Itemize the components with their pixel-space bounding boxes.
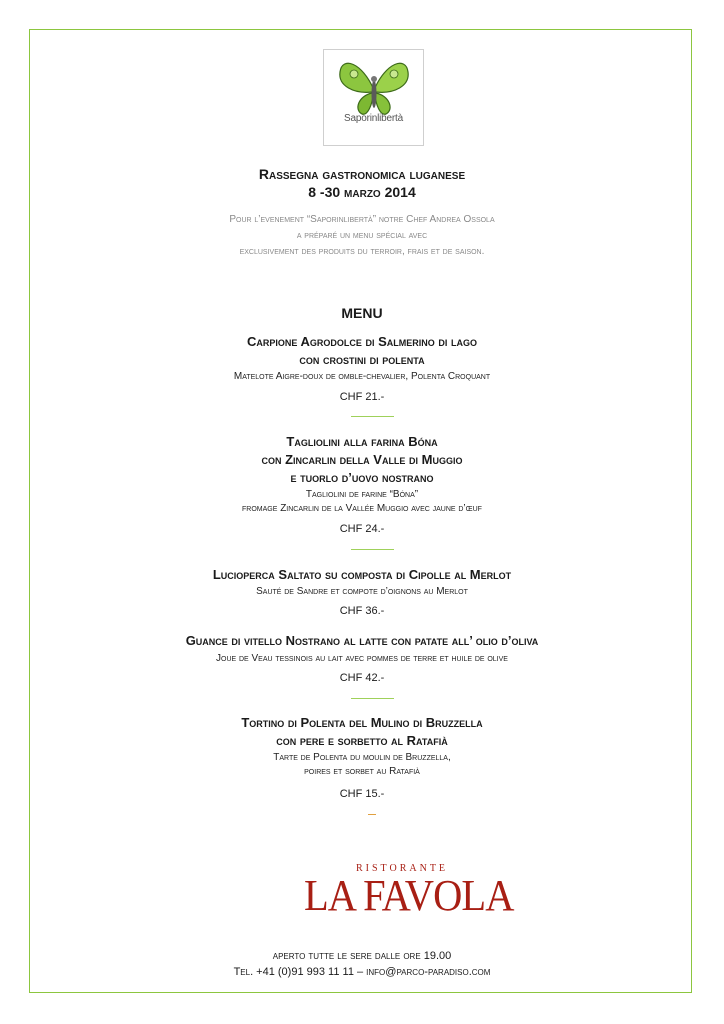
dish-price: CHF 42.-	[339, 672, 385, 684]
dish-name: con crostini di polenta	[299, 352, 425, 367]
restaurant-subtitle: RISTORANTE	[356, 863, 449, 874]
separator	[368, 814, 376, 815]
separator	[351, 416, 394, 417]
contact-line: Tel. +41 (0)91 993 11 11 – info@parco-paradiso.com	[233, 966, 491, 978]
dish-description: Joue de Veau tessinois au lait avec pommes de terre et huile de olive	[216, 653, 508, 664]
dish-name: Carpione Agrodolce di Salmerino di lago	[246, 334, 478, 349]
dish-name: Tagliolini alla farina Bóna	[286, 434, 438, 449]
intro-line: Pour l’evenement “Saporinlibertà” notre Chef Andrea Ossola	[229, 214, 495, 225]
butterfly-icon	[324, 52, 424, 122]
dish-price: CHF 21.-	[339, 391, 385, 403]
intro-line: a préparé un menu spécial avec	[296, 230, 428, 241]
dish-name: con Zincarlin della Valle di Muggio	[261, 452, 463, 467]
dish-description: poires et sorbet au Ratafià	[304, 766, 420, 777]
separator	[351, 698, 394, 699]
dish-description: fromage Zincarlin de la Vallée Muggio avec jaune d’œuf	[242, 503, 482, 514]
restaurant-name: LA FAVOLA	[304, 871, 514, 920]
dish-price: CHF 24.-	[339, 523, 385, 535]
dish-price: CHF 15.-	[339, 788, 385, 800]
event-dates: 8 -30 marzo 2014	[308, 184, 416, 200]
dish-name: con pere e sorbetto al Ratafià	[276, 733, 448, 748]
dish-name: e tuorlo d’uovo nostrano	[290, 470, 434, 485]
dish-description: Tarte de Polenta du moulin de Bruzzella,	[273, 752, 451, 763]
intro-line: exclusivement des produits du terroir, frais et de saison.	[239, 246, 485, 257]
dish-name: Lucioperca Saltato su composta di Cipolle al Merlot	[212, 567, 512, 582]
dish-description: Matelote Aigre-doux de omble-chevalier, Polenta Croquant	[233, 371, 491, 382]
opening-hours: aperto tutte le sere dalle ore 19.00	[272, 950, 452, 962]
dish-description: Tagliolini de farine “Bóna”	[305, 489, 419, 500]
logo-text: Saporinlibertà	[344, 113, 403, 124]
dish-price: CHF 36.-	[339, 605, 385, 617]
dish-name: Tortino di Polenta del Mulino di Bruzzella	[241, 715, 483, 730]
menu-title: MENU	[341, 305, 383, 321]
logo	[323, 49, 424, 146]
separator	[351, 549, 394, 550]
event-title: Rassegna gastronomica luganese	[258, 166, 466, 182]
dish-description: Sauté de Sandre et compote d’oignons au Merlot	[256, 586, 468, 597]
dish-name: Guance di vitello Nostrano al latte con patate all’ olio d’oliva	[185, 633, 539, 648]
